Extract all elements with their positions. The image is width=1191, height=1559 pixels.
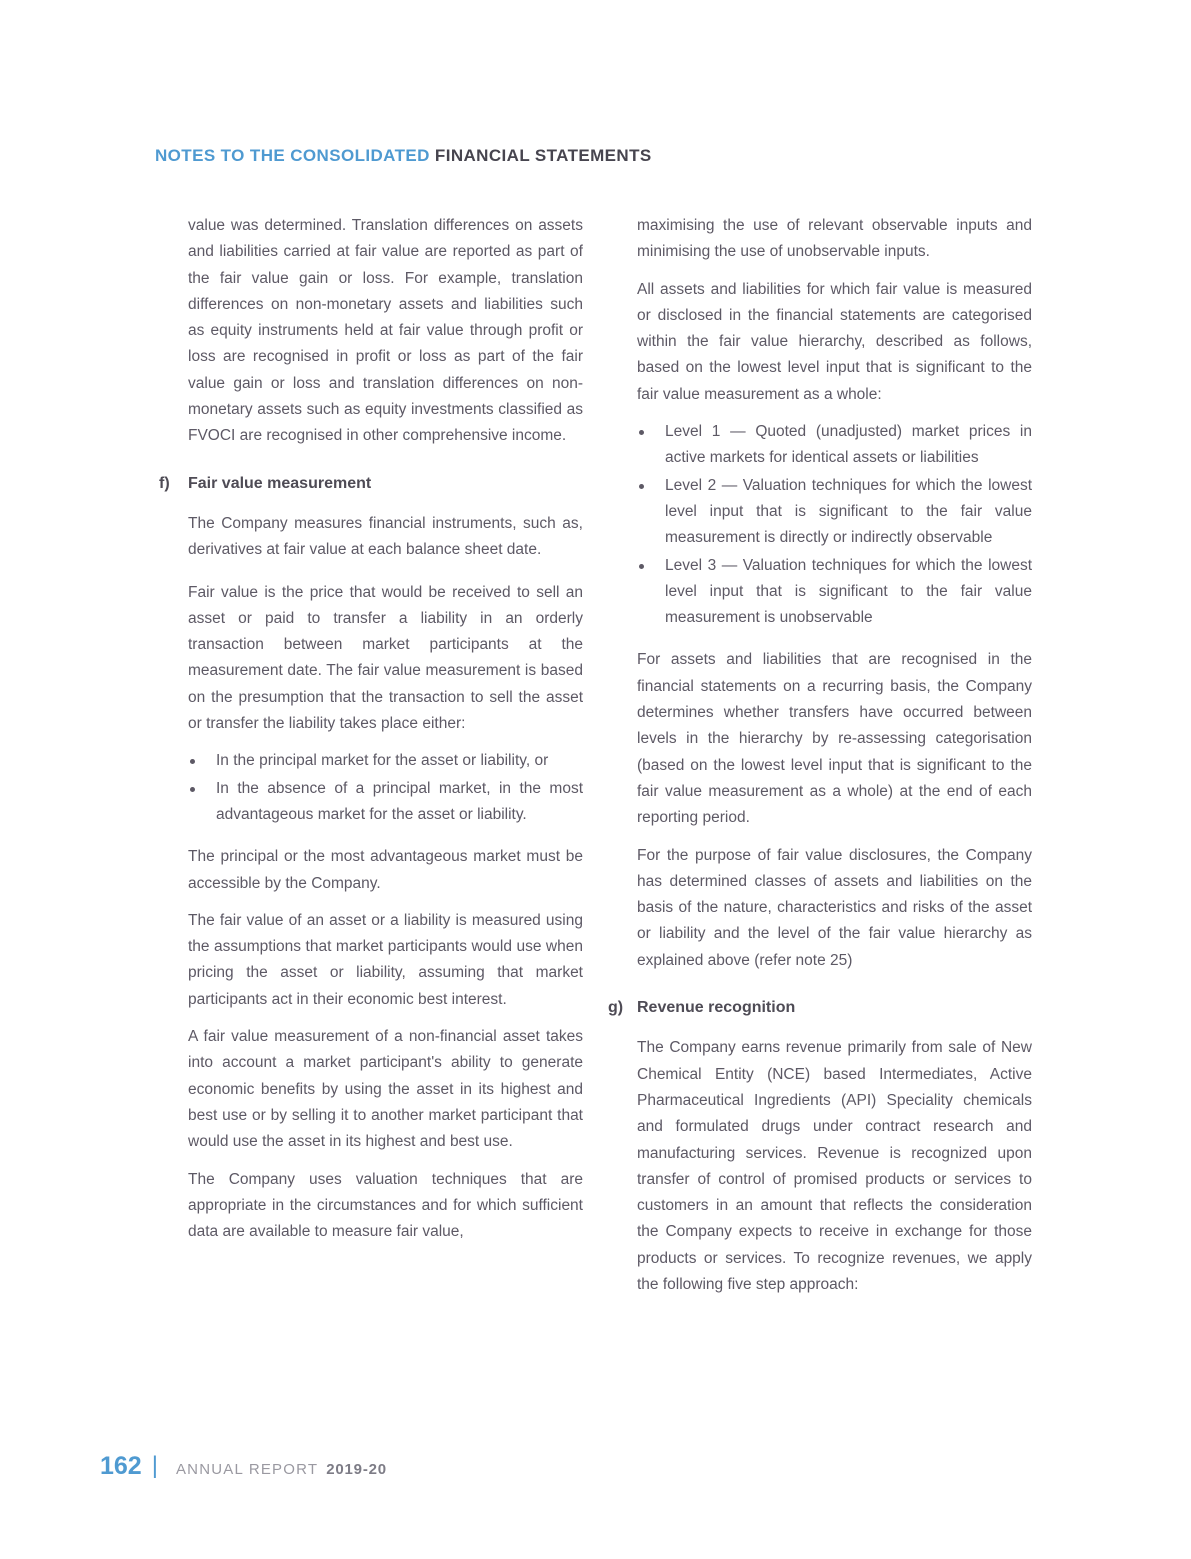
report-year: 2019-20 [326,1461,387,1478]
bullet-principal-market: In the principal market for the asset or liability, or [188,748,583,774]
paragraph-fair-value-disclosures: For the purpose of fair value disclosures, the Company has determined classes of assets and liabilities on the basis of the nature, characteristics and risks of the asset or liability and the level of the fair value hierarchy as explained above (refer note 25) [637,846,1032,969]
market-bullet-list [188,748,583,828]
paragraph-assumptions: The fair value of an asset or a liability is measured using the assumptions that market participants would use when pricing the asset or liability, assuming that market participants act in their economic best interest. [188,911,583,1008]
section-label: g) [608,999,624,1017]
paragraph-recurring-basis: For assets and liabilities that are recognised in the financial statements on a recurring basis, the Company determines whether transfers have occurred between levels in the hierarchy by re-assessing categorisation (based on the lowest level input that is significant to the fair value measurement as a whole) at the end of each reporting period. [637,651,1032,827]
report-label: ANNUAL REPORT [175,1461,319,1478]
bullet-advantageous-market: In the absence of a principal market, in the most advantageous market for the asset or liability. [188,776,583,829]
page-header [155,146,1071,166]
footer-separator: | [151,1452,158,1479]
paragraph-non-financial-asset: A fair value measurement of a non-financial asset takes into account a market participant's ability to generate economic benefits by using the asset in its highest and best use or by selling it to another market participant that would use the asset in its highest and best use. [188,1028,583,1151]
paragraph-maximising-inputs: maximising the use of relevant observable inputs and minimising the use of unobservable inputs. [637,217,1032,261]
level-bullet-list [637,419,1032,631]
section-title: Revenue recognition [637,999,796,1017]
paragraph-fair-value-price: Fair value is the price that would be received to sell an asset or paid to transfer a liability in an orderly transaction between market participants at the measurement date. The fair value measurement is based on the presumption that the transaction to sell the asset or transfer the liability takes place either: [188,583,583,733]
bullet-level-3: Level 3 — Valuation techniques for which the lowest level input that is significant to the fair value measurement is unobservable [637,553,1032,632]
page-title-primary: NOTES TO THE CONSOLIDATED [155,146,430,165]
page-number: 162 [100,1452,142,1480]
page-title [155,146,1071,166]
bullet-level-2: Level 2 — Valuation techniques for which the lowest level input that is significant to the fair value measurement is directly or indirectly observable [637,473,1032,552]
section-heading-revenue [608,995,1032,1021]
paragraph-company-measures: The Company measures financial instruments, such as, derivatives at fair value at each balance sheet date. [188,514,583,559]
page-footer [100,1452,387,1481]
content-columns [159,213,1033,1309]
section-label: f) [159,474,170,492]
paragraph-revenue-recognition: The Company earns revenue primarily from sale of New Chemical Entity (NCE) based Intermediates, Active Pharmaceutical Ingredients (API) Speciality chemicals and formulated drugs under contract research and manufacturing services. Revenue is recognized upon transfer of control of promised products or services to customers in an amount that reflects the consideration the Company expects to receive in exchange for those products or services. To recognize revenues, we apply the following five step approach: [637,1039,1032,1293]
section-heading-fair-value [159,471,583,497]
paragraph-accessible-market: The principal or the most advantageous market must be accessible by the Company. [188,848,583,892]
page-title-secondary: FINANCIAL STATEMENTS [434,146,652,165]
paragraph-translation-differences: value was determined. Translation differences on assets and liabilities carried at fair value are reported as part of the fair value gain or loss. For example, translation differences on non-monetary assets and liabilities such as equity instruments held at fair value through profit or loss are recognised in profit or loss as part of the fair value gain or loss and translation differences on non-monetary assets such as equity investments classified as FVOCI are recognised in other comprehensive income. [188,217,583,445]
left-column [159,213,583,1309]
section-title: Fair value measurement [188,474,372,492]
paragraph-valuation-techniques: The Company uses valuation techniques that are appropriate in the circumstances and for which sufficient data are available to measure fair value, [188,1170,583,1241]
bullet-level-1: Level 1 — Quoted (unadjusted) market prices in active markets for identical assets or liabilities [637,419,1032,472]
right-column [608,213,1032,1309]
paragraph-fair-value-hierarchy: All assets and liabilities for which fair value is measured or disclosed in the financial statements are categorised within the fair value hierarchy, described as follows, based on the lowest level input that is significant to the fair value measurement as a whole: [637,280,1032,403]
